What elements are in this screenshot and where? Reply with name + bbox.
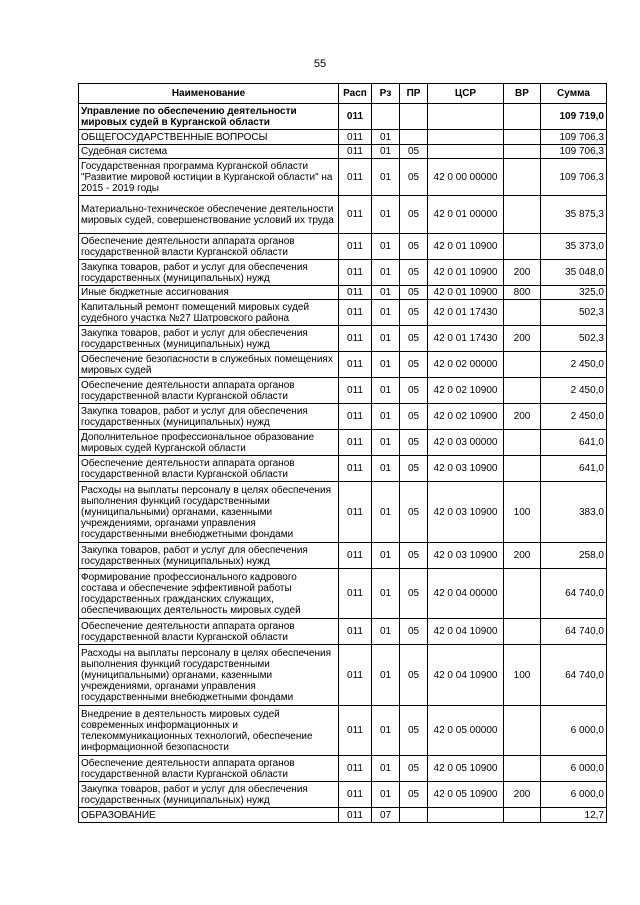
table-row xyxy=(79,456,607,482)
cell-vr xyxy=(504,756,541,782)
cell-name: Расходы на выплаты персоналу в целях обеспечения выполнения функций государственными (муниципальными) органами, казенными учреждениями, органами управления государственными внебюджетными фондами xyxy=(79,645,339,706)
cell-sum: 325,0 xyxy=(541,286,607,300)
cell-rz: 01 xyxy=(372,286,400,300)
cell-rasp: 011 xyxy=(339,808,372,823)
cell-name: Иные бюджетные ассигнования xyxy=(79,286,339,300)
cell-rasp: 011 xyxy=(339,756,372,782)
cell-pr: 05 xyxy=(400,706,428,756)
cell-vr: 200 xyxy=(504,326,541,352)
cell-vr xyxy=(504,130,541,145)
cell-pr: 05 xyxy=(400,196,428,234)
cell-rz xyxy=(372,104,400,130)
table-row xyxy=(79,569,607,619)
table-row xyxy=(79,286,607,300)
header-name: Наименование xyxy=(79,84,339,104)
cell-pr xyxy=(400,808,428,823)
cell-rasp: 011 xyxy=(339,619,372,645)
cell-csr: 42 0 01 10900 xyxy=(428,234,504,260)
cell-pr: 05 xyxy=(400,782,428,808)
table-body xyxy=(79,104,607,823)
cell-pr: 05 xyxy=(400,404,428,430)
table-row xyxy=(79,260,607,286)
cell-rz: 01 xyxy=(372,300,400,326)
cell-name: Обеспечение безопасности в служебных помещениях мировых судей xyxy=(79,352,339,378)
cell-sum: 64 740,0 xyxy=(541,569,607,619)
cell-rz: 01 xyxy=(372,326,400,352)
cell-vr xyxy=(504,352,541,378)
cell-rasp: 011 xyxy=(339,196,372,234)
cell-csr: 42 0 01 17430 xyxy=(428,326,504,352)
cell-sum: 6 000,0 xyxy=(541,756,607,782)
cell-sum: 35 048,0 xyxy=(541,260,607,286)
cell-pr: 05 xyxy=(400,286,428,300)
cell-sum: 2 450,0 xyxy=(541,352,607,378)
cell-rz: 01 xyxy=(372,234,400,260)
cell-csr: 42 0 03 00000 xyxy=(428,430,504,456)
table-row xyxy=(79,326,607,352)
cell-vr xyxy=(504,159,541,196)
cell-csr xyxy=(428,130,504,145)
cell-rasp: 011 xyxy=(339,456,372,482)
cell-sum: 35 875,3 xyxy=(541,196,607,234)
cell-csr: 42 0 03 10900 xyxy=(428,456,504,482)
cell-vr: 200 xyxy=(504,404,541,430)
cell-vr: 200 xyxy=(504,543,541,569)
cell-name: Управление по обеспечению деятельности мировых судей в Курганской области xyxy=(79,104,339,130)
cell-rasp: 011 xyxy=(339,352,372,378)
cell-sum: 502,3 xyxy=(541,326,607,352)
cell-name: ОБРАЗОВАНИЕ xyxy=(79,808,339,823)
cell-rz: 01 xyxy=(372,569,400,619)
cell-pr: 05 xyxy=(400,159,428,196)
cell-vr xyxy=(504,456,541,482)
cell-pr xyxy=(400,104,428,130)
cell-rasp: 011 xyxy=(339,404,372,430)
cell-sum: 641,0 xyxy=(541,430,607,456)
budget-table xyxy=(78,83,607,823)
cell-name: Материально-техническое обеспечение деятельности мировых судей, совершенствование условий их труда xyxy=(79,196,339,234)
cell-vr: 200 xyxy=(504,260,541,286)
cell-csr: 42 0 02 00000 xyxy=(428,352,504,378)
cell-sum: 12,7 xyxy=(541,808,607,823)
table-row xyxy=(79,808,607,823)
cell-sum: 64 740,0 xyxy=(541,619,607,645)
cell-name: Обеспечение деятельности аппарата органов государственной власти Курганской области xyxy=(79,378,339,404)
page-number: 55 xyxy=(313,58,327,70)
cell-csr xyxy=(428,145,504,159)
cell-name: Судебная система xyxy=(79,145,339,159)
cell-sum: 109 706,3 xyxy=(541,159,607,196)
cell-rasp: 011 xyxy=(339,782,372,808)
cell-csr: 42 0 01 10900 xyxy=(428,260,504,286)
cell-sum: 64 740,0 xyxy=(541,645,607,706)
cell-pr: 05 xyxy=(400,378,428,404)
cell-pr: 05 xyxy=(400,756,428,782)
cell-name: Обеспечение деятельности аппарата органов государственной власти Курганской области xyxy=(79,456,339,482)
cell-name: Закупка товаров, работ и услуг для обеспечения государственных (муниципальных) нужд xyxy=(79,543,339,569)
cell-rasp: 011 xyxy=(339,104,372,130)
cell-csr xyxy=(428,104,504,130)
table-row xyxy=(79,756,607,782)
cell-pr: 05 xyxy=(400,352,428,378)
cell-rz: 01 xyxy=(372,159,400,196)
cell-name: Расходы на выплаты персоналу в целях обеспечения выполнения функций государственными (муниципальными) органами, казенными учреждениями, органами управления государственными внебюджетными фондами xyxy=(79,482,339,543)
cell-rz: 01 xyxy=(372,756,400,782)
cell-name: Дополнительное профессиональное образование мировых судей Курганской области xyxy=(79,430,339,456)
cell-csr: 42 0 01 10900 xyxy=(428,286,504,300)
cell-pr: 05 xyxy=(400,619,428,645)
cell-name: Закупка товаров, работ и услуг для обеспечения государственных (муниципальных) нужд xyxy=(79,326,339,352)
cell-pr: 05 xyxy=(400,260,428,286)
cell-rz: 01 xyxy=(372,378,400,404)
cell-csr: 42 0 04 10900 xyxy=(428,645,504,706)
cell-pr: 05 xyxy=(400,326,428,352)
cell-sum: 109 719,0 xyxy=(541,104,607,130)
header-csr: ЦСР xyxy=(428,84,504,104)
cell-csr: 42 0 02 10900 xyxy=(428,378,504,404)
cell-csr: 42 0 04 10900 xyxy=(428,619,504,645)
table-row xyxy=(79,543,607,569)
cell-csr: 42 0 03 10900 xyxy=(428,482,504,543)
cell-vr xyxy=(504,808,541,823)
cell-rasp: 011 xyxy=(339,130,372,145)
cell-rz: 01 xyxy=(372,145,400,159)
cell-vr xyxy=(504,619,541,645)
cell-csr: 42 0 04 00000 xyxy=(428,569,504,619)
cell-rasp: 011 xyxy=(339,159,372,196)
cell-rz: 07 xyxy=(372,808,400,823)
cell-csr: 42 0 01 00000 xyxy=(428,196,504,234)
cell-rz: 01 xyxy=(372,196,400,234)
table-row xyxy=(79,159,607,196)
table-row xyxy=(79,404,607,430)
cell-pr xyxy=(400,130,428,145)
cell-sum: 109 706,3 xyxy=(541,145,607,159)
cell-sum: 383,0 xyxy=(541,482,607,543)
cell-pr: 05 xyxy=(400,482,428,543)
cell-rasp: 011 xyxy=(339,569,372,619)
cell-name: Формирование профессионального кадрового состава и обеспечение эффективной работы государственных гражданских служащих, обеспечивающих деятельность мировых судей xyxy=(79,569,339,619)
cell-sum: 2 450,0 xyxy=(541,378,607,404)
cell-vr xyxy=(504,378,541,404)
cell-pr: 05 xyxy=(400,569,428,619)
table-row xyxy=(79,645,607,706)
cell-sum: 258,0 xyxy=(541,543,607,569)
cell-rasp: 011 xyxy=(339,543,372,569)
cell-vr xyxy=(504,430,541,456)
cell-name: Закупка товаров, работ и услуг для обеспечения государственных (муниципальных) нужд xyxy=(79,782,339,808)
cell-csr: 42 0 02 10900 xyxy=(428,404,504,430)
table-row xyxy=(79,145,607,159)
table-row xyxy=(79,300,607,326)
table-row xyxy=(79,104,607,130)
cell-rz: 01 xyxy=(372,430,400,456)
cell-pr: 05 xyxy=(400,456,428,482)
cell-pr: 05 xyxy=(400,543,428,569)
header-vr: ВР xyxy=(504,84,541,104)
cell-rasp: 011 xyxy=(339,300,372,326)
cell-csr: 42 0 00 00000 xyxy=(428,159,504,196)
cell-rasp: 011 xyxy=(339,482,372,543)
cell-csr: 42 0 05 00000 xyxy=(428,706,504,756)
cell-sum: 2 450,0 xyxy=(541,404,607,430)
cell-rasp: 011 xyxy=(339,378,372,404)
cell-rasp: 011 xyxy=(339,234,372,260)
cell-pr: 05 xyxy=(400,145,428,159)
cell-rz: 01 xyxy=(372,782,400,808)
cell-vr xyxy=(504,706,541,756)
table-row xyxy=(79,130,607,145)
cell-vr: 100 xyxy=(504,645,541,706)
cell-sum: 6 000,0 xyxy=(541,782,607,808)
cell-pr: 05 xyxy=(400,645,428,706)
cell-rz: 01 xyxy=(372,260,400,286)
cell-name: Государственная программа Курганской области "Развитие мировой юстиции в Курганской области" на 2015 - 2019 годы xyxy=(79,159,339,196)
cell-name: Обеспечение деятельности аппарата органов государственной власти Курганской области xyxy=(79,756,339,782)
table-row xyxy=(79,352,607,378)
cell-rz: 01 xyxy=(372,482,400,543)
cell-vr xyxy=(504,145,541,159)
cell-rz: 01 xyxy=(372,619,400,645)
cell-vr xyxy=(504,569,541,619)
table-row xyxy=(79,196,607,234)
cell-pr: 05 xyxy=(400,430,428,456)
header-rasp: Расп xyxy=(339,84,372,104)
cell-sum: 6 000,0 xyxy=(541,706,607,756)
header-sum: Сумма xyxy=(541,84,607,104)
cell-rz: 01 xyxy=(372,404,400,430)
table-row xyxy=(79,782,607,808)
cell-rz: 01 xyxy=(372,130,400,145)
table-row xyxy=(79,378,607,404)
cell-rz: 01 xyxy=(372,645,400,706)
cell-rasp: 011 xyxy=(339,645,372,706)
cell-vr: 100 xyxy=(504,482,541,543)
cell-pr: 05 xyxy=(400,234,428,260)
cell-vr: 200 xyxy=(504,782,541,808)
cell-sum: 35 373,0 xyxy=(541,234,607,260)
cell-rz: 01 xyxy=(372,456,400,482)
cell-rz: 01 xyxy=(372,706,400,756)
cell-sum: 502,3 xyxy=(541,300,607,326)
table-row xyxy=(79,234,607,260)
cell-name: Закупка товаров, работ и услуг для обеспечения государственных (муниципальных) нужд xyxy=(79,404,339,430)
cell-rasp: 011 xyxy=(339,326,372,352)
table-row xyxy=(79,430,607,456)
cell-rasp: 011 xyxy=(339,286,372,300)
cell-name: Обеспечение деятельности аппарата органов государственной власти Курганской области xyxy=(79,619,339,645)
cell-name: ОБЩЕГОСУДАРСТВЕННЫЕ ВОПРОСЫ xyxy=(79,130,339,145)
cell-csr: 42 0 01 17430 xyxy=(428,300,504,326)
cell-vr xyxy=(504,196,541,234)
cell-pr: 05 xyxy=(400,300,428,326)
cell-rasp: 011 xyxy=(339,145,372,159)
header-rz: Рз xyxy=(372,84,400,104)
table-row xyxy=(79,619,607,645)
cell-name: Внедрение в деятельность мировых судей современных информационных и телекоммуникационных технологий, обеспечение информационной безопасности xyxy=(79,706,339,756)
cell-vr xyxy=(504,300,541,326)
cell-sum: 641,0 xyxy=(541,456,607,482)
cell-csr: 42 0 05 10900 xyxy=(428,782,504,808)
cell-name: Обеспечение деятельности аппарата органов государственной власти Курганской области xyxy=(79,234,339,260)
cell-rz: 01 xyxy=(372,543,400,569)
cell-rz: 01 xyxy=(372,352,400,378)
cell-vr xyxy=(504,104,541,130)
cell-csr: 42 0 03 10900 xyxy=(428,543,504,569)
cell-name: Закупка товаров, работ и услуг для обеспечения государственных (муниципальных) нужд xyxy=(79,260,339,286)
cell-rasp: 011 xyxy=(339,430,372,456)
table-row xyxy=(79,482,607,543)
header-pr: ПР xyxy=(400,84,428,104)
table-row xyxy=(79,706,607,756)
cell-name: Капитальный ремонт помещений мировых судей судебного участка №27 Шатровского района xyxy=(79,300,339,326)
cell-csr: 42 0 05 10900 xyxy=(428,756,504,782)
cell-vr xyxy=(504,234,541,260)
cell-sum: 109 706,3 xyxy=(541,130,607,145)
table-header-row xyxy=(79,84,607,104)
cell-rasp: 011 xyxy=(339,706,372,756)
cell-csr xyxy=(428,808,504,823)
cell-vr: 800 xyxy=(504,286,541,300)
cell-rasp: 011 xyxy=(339,260,372,286)
